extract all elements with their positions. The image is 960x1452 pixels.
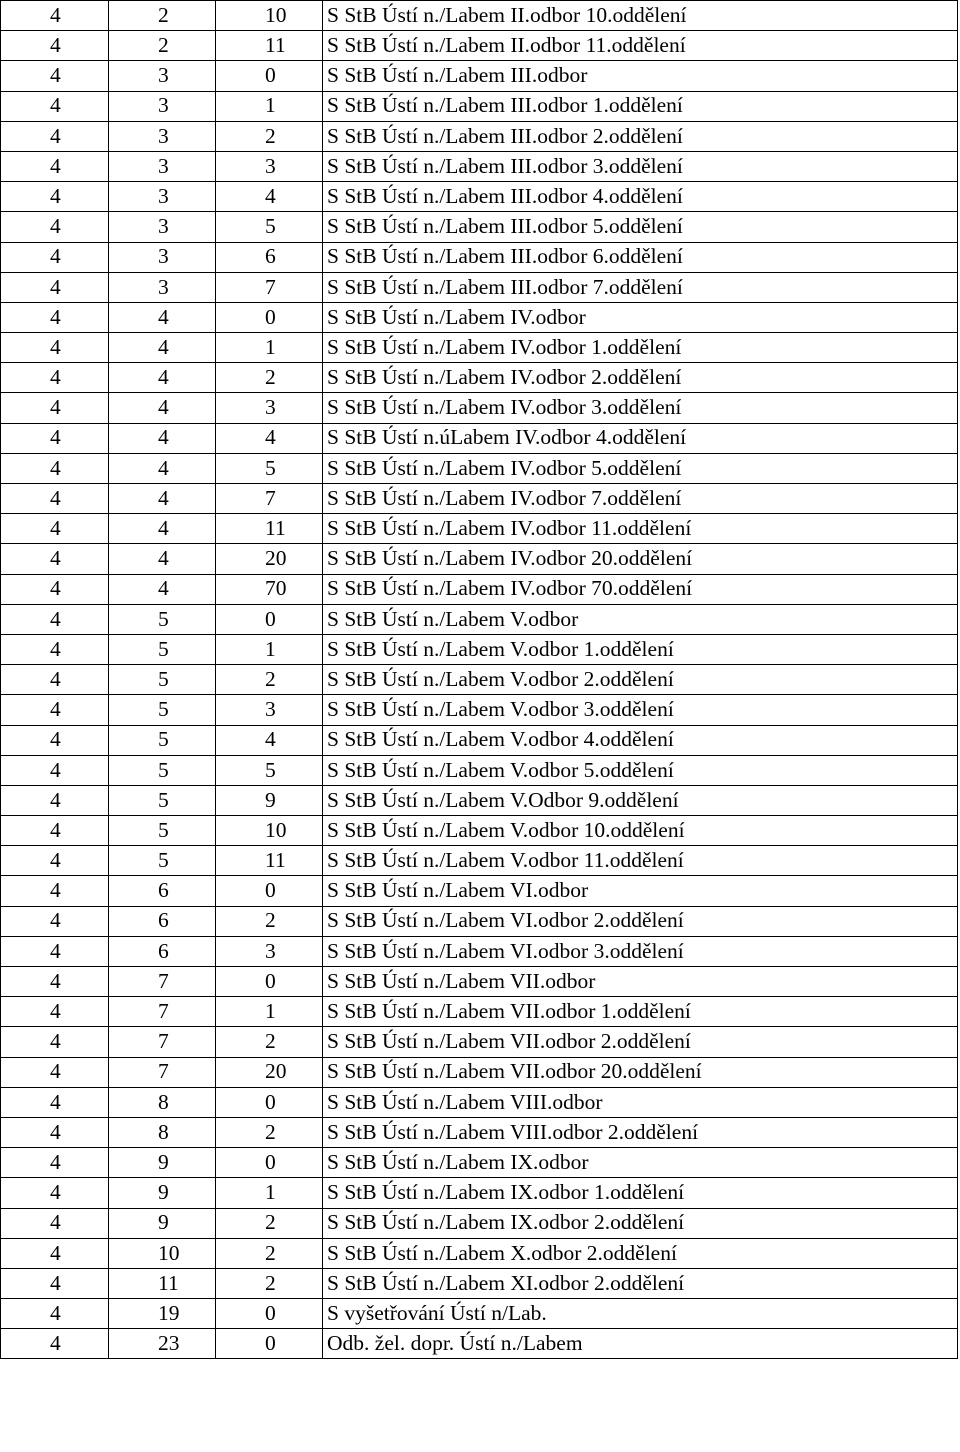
cell-section-code: 9 <box>109 1178 216 1208</box>
table-row <box>1 785 958 815</box>
table-row <box>1 1268 958 1298</box>
cell-unit-name: S StB Ústí n./Labem V.odbor 11.oddělení <box>323 846 958 876</box>
table-row <box>1 1117 958 1147</box>
cell-section-code: 5 <box>109 725 216 755</box>
cell-section-code: 4 <box>109 393 216 423</box>
cell-department-code: 0 <box>216 1087 323 1117</box>
cell-unit-name: S StB Ústí n./Labem III.odbor 6.oddělení <box>323 242 958 272</box>
cell-department-code: 20 <box>216 544 323 574</box>
cell-group-code: 4 <box>1 393 109 423</box>
cell-unit-name: S StB Ústí n./Labem X.odbor 2.oddělení <box>323 1238 958 1268</box>
cell-group-code: 4 <box>1 1299 109 1329</box>
cell-department-code: 3 <box>216 151 323 181</box>
cell-section-code: 3 <box>109 182 216 212</box>
cell-section-code: 4 <box>109 514 216 544</box>
cell-unit-name: S StB Ústí n./Labem IV.odbor 11.oddělení <box>323 514 958 544</box>
table-row <box>1 302 958 332</box>
cell-group-code: 4 <box>1 1268 109 1298</box>
cell-unit-name: S StB Ústí n./Labem II.odbor 11.oddělení <box>323 31 958 61</box>
cell-group-code: 4 <box>1 31 109 61</box>
cell-unit-name: S StB Ústí n./Labem II.odbor 10.oddělení <box>323 1 958 31</box>
cell-department-code: 2 <box>216 1027 323 1057</box>
cell-group-code: 4 <box>1 302 109 332</box>
cell-department-code: 0 <box>216 1329 323 1359</box>
cell-section-code: 4 <box>109 453 216 483</box>
cell-unit-name: S StB Ústí n./Labem V.Odbor 9.oddělení <box>323 785 958 815</box>
cell-section-code: 7 <box>109 997 216 1027</box>
table-row <box>1 121 958 151</box>
cell-department-code: 7 <box>216 484 323 514</box>
cell-department-code: 2 <box>216 363 323 393</box>
cell-unit-name: S StB Ústí n./Labem V.odbor 1.oddělení <box>323 634 958 664</box>
cell-unit-name: S StB Ústí n./Labem IV.odbor <box>323 302 958 332</box>
cell-department-code: 2 <box>216 665 323 695</box>
table-row <box>1 816 958 846</box>
cell-department-code: 4 <box>216 182 323 212</box>
cell-group-code: 4 <box>1 695 109 725</box>
cell-unit-name: S StB Ústí n./Labem V.odbor 3.oddělení <box>323 695 958 725</box>
cell-unit-name: S StB Ústí n./Labem VIII.odbor <box>323 1087 958 1117</box>
cell-section-code: 7 <box>109 967 216 997</box>
table-row <box>1 363 958 393</box>
cell-department-code: 9 <box>216 785 323 815</box>
cell-group-code: 4 <box>1 1117 109 1147</box>
table-row <box>1 91 958 121</box>
cell-department-code: 0 <box>216 604 323 634</box>
cell-department-code: 1 <box>216 1178 323 1208</box>
table-row <box>1 936 958 966</box>
cell-group-code: 4 <box>1 544 109 574</box>
table-row <box>1 665 958 695</box>
cell-group-code: 4 <box>1 484 109 514</box>
cell-department-code: 3 <box>216 393 323 423</box>
cell-group-code: 4 <box>1 846 109 876</box>
cell-section-code: 10 <box>109 1238 216 1268</box>
cell-department-code: 0 <box>216 302 323 332</box>
cell-group-code: 4 <box>1 363 109 393</box>
cell-department-code: 4 <box>216 423 323 453</box>
cell-department-code: 5 <box>216 755 323 785</box>
cell-group-code: 4 <box>1 936 109 966</box>
table-row <box>1 967 958 997</box>
table-row <box>1 182 958 212</box>
cell-section-code: 6 <box>109 906 216 936</box>
cell-section-code: 8 <box>109 1087 216 1117</box>
table-row <box>1 423 958 453</box>
cell-section-code: 2 <box>109 1 216 31</box>
cell-group-code: 4 <box>1 242 109 272</box>
cell-group-code: 4 <box>1 785 109 815</box>
cell-group-code: 4 <box>1 1208 109 1238</box>
cell-department-code: 11 <box>216 514 323 544</box>
cell-group-code: 4 <box>1 604 109 634</box>
table-row <box>1 242 958 272</box>
cell-department-code: 2 <box>216 1208 323 1238</box>
cell-group-code: 4 <box>1 634 109 664</box>
cell-department-code: 0 <box>216 1299 323 1329</box>
cell-section-code: 4 <box>109 574 216 604</box>
table-row <box>1 453 958 483</box>
cell-department-code: 10 <box>216 816 323 846</box>
cell-group-code: 4 <box>1 755 109 785</box>
cell-unit-name: S StB Ústí n./Labem XI.odbor 2.oddělení <box>323 1268 958 1298</box>
cell-department-code: 0 <box>216 61 323 91</box>
cell-section-code: 4 <box>109 544 216 574</box>
table-row <box>1 574 958 604</box>
cell-section-code: 19 <box>109 1299 216 1329</box>
cell-section-code: 7 <box>109 1027 216 1057</box>
cell-unit-name: S StB Ústí n./Labem IV.odbor 70.oddělení <box>323 574 958 604</box>
cell-group-code: 4 <box>1 816 109 846</box>
cell-department-code: 5 <box>216 212 323 242</box>
cell-section-code: 3 <box>109 91 216 121</box>
table-row <box>1 1208 958 1238</box>
cell-department-code: 0 <box>216 1148 323 1178</box>
table-row <box>1 1178 958 1208</box>
cell-department-code: 1 <box>216 333 323 363</box>
table-row <box>1 846 958 876</box>
cell-group-code: 4 <box>1 1238 109 1268</box>
cell-unit-name: S StB Ústí n./Labem VI.odbor <box>323 876 958 906</box>
cell-section-code: 3 <box>109 212 216 242</box>
cell-section-code: 7 <box>109 1057 216 1087</box>
cell-unit-name: S StB Ústí n./Labem IX.odbor 2.oddělení <box>323 1208 958 1238</box>
cell-group-code: 4 <box>1 423 109 453</box>
cell-unit-name: S StB Ústí n./Labem III.odbor 5.oddělení <box>323 212 958 242</box>
cell-unit-name: Odb. žel. dopr. Ústí n./Labem <box>323 1329 958 1359</box>
cell-section-code: 5 <box>109 634 216 664</box>
cell-group-code: 4 <box>1 121 109 151</box>
cell-group-code: 4 <box>1 272 109 302</box>
cell-unit-name: S StB Ústí n./Labem IV.odbor 1.oddělení <box>323 333 958 363</box>
cell-section-code: 5 <box>109 604 216 634</box>
cell-group-code: 4 <box>1 1148 109 1178</box>
cell-department-code: 70 <box>216 574 323 604</box>
cell-department-code: 3 <box>216 695 323 725</box>
cell-department-code: 6 <box>216 242 323 272</box>
cell-department-code: 5 <box>216 453 323 483</box>
table-row <box>1 212 958 242</box>
cell-unit-name: S StB Ústí n./Labem IV.odbor 2.oddělení <box>323 363 958 393</box>
cell-unit-name: S StB Ústí n.úLabem IV.odbor 4.oddělení <box>323 423 958 453</box>
table-row <box>1 876 958 906</box>
table-row <box>1 695 958 725</box>
cell-unit-name: S StB Ústí n./Labem IX.odbor <box>323 1148 958 1178</box>
cell-unit-name: S StB Ústí n./Labem V.odbor 4.oddělení <box>323 725 958 755</box>
cell-group-code: 4 <box>1 967 109 997</box>
cell-department-code: 7 <box>216 272 323 302</box>
cell-section-code: 9 <box>109 1148 216 1178</box>
cell-department-code: 1 <box>216 997 323 1027</box>
cell-section-code: 5 <box>109 665 216 695</box>
cell-section-code: 4 <box>109 484 216 514</box>
table-row <box>1 272 958 302</box>
cell-department-code: 11 <box>216 846 323 876</box>
cell-unit-name: S StB Ústí n./Labem III.odbor <box>323 61 958 91</box>
cell-unit-name: S StB Ústí n./Labem IV.odbor 3.oddělení <box>323 393 958 423</box>
table-row <box>1 725 958 755</box>
table-row <box>1 31 958 61</box>
cell-unit-name: S StB Ústí n./Labem III.odbor 1.oddělení <box>323 91 958 121</box>
cell-unit-name: S StB Ústí n./Labem IV.odbor 7.oddělení <box>323 484 958 514</box>
cell-section-code: 9 <box>109 1208 216 1238</box>
cell-unit-name: S StB Ústí n./Labem V.odbor 5.oddělení <box>323 755 958 785</box>
cell-department-code: 1 <box>216 91 323 121</box>
cell-section-code: 2 <box>109 31 216 61</box>
cell-section-code: 5 <box>109 695 216 725</box>
records-table-body <box>1 1 958 1359</box>
table-row <box>1 1299 958 1329</box>
cell-department-code: 1 <box>216 634 323 664</box>
cell-section-code: 3 <box>109 61 216 91</box>
table-row <box>1 997 958 1027</box>
cell-section-code: 4 <box>109 333 216 363</box>
cell-department-code: 0 <box>216 876 323 906</box>
cell-department-code: 2 <box>216 1117 323 1147</box>
cell-section-code: 4 <box>109 423 216 453</box>
cell-group-code: 4 <box>1 1057 109 1087</box>
cell-group-code: 4 <box>1 574 109 604</box>
cell-unit-name: S StB Ústí n./Labem VII.odbor 2.oddělení <box>323 1027 958 1057</box>
cell-unit-name: S StB Ústí n./Labem VII.odbor 20.oddělení <box>323 1057 958 1087</box>
cell-unit-name: S StB Ústí n./Labem V.odbor 2.oddělení <box>323 665 958 695</box>
cell-department-code: 0 <box>216 967 323 997</box>
table-row <box>1 61 958 91</box>
cell-section-code: 4 <box>109 302 216 332</box>
cell-group-code: 4 <box>1 61 109 91</box>
cell-section-code: 5 <box>109 755 216 785</box>
cell-unit-name: S StB Ústí n./Labem IX.odbor 1.oddělení <box>323 1178 958 1208</box>
cell-department-code: 2 <box>216 121 323 151</box>
cell-section-code: 23 <box>109 1329 216 1359</box>
cell-department-code: 4 <box>216 725 323 755</box>
table-row <box>1 1329 958 1359</box>
cell-group-code: 4 <box>1 906 109 936</box>
cell-group-code: 4 <box>1 1087 109 1117</box>
table-row <box>1 755 958 785</box>
cell-unit-name: S StB Ústí n./Labem III.odbor 2.oddělení <box>323 121 958 151</box>
cell-group-code: 4 <box>1 151 109 181</box>
cell-unit-name: S StB Ústí n./Labem V.odbor 10.oddělení <box>323 816 958 846</box>
table-row <box>1 1 958 31</box>
cell-group-code: 4 <box>1 1329 109 1359</box>
table-row <box>1 1238 958 1268</box>
cell-department-code: 2 <box>216 1238 323 1268</box>
table-row <box>1 484 958 514</box>
table-row <box>1 1057 958 1087</box>
cell-unit-name: S StB Ústí n./Labem VI.odbor 3.oddělení <box>323 936 958 966</box>
cell-section-code: 5 <box>109 846 216 876</box>
cell-group-code: 4 <box>1 212 109 242</box>
table-row <box>1 393 958 423</box>
cell-unit-name: S StB Ústí n./Labem III.odbor 4.oddělení <box>323 182 958 212</box>
table-row <box>1 514 958 544</box>
cell-group-code: 4 <box>1 1 109 31</box>
cell-department-code: 20 <box>216 1057 323 1087</box>
cell-section-code: 3 <box>109 121 216 151</box>
cell-section-code: 6 <box>109 876 216 906</box>
cell-section-code: 3 <box>109 151 216 181</box>
cell-unit-name: S StB Ústí n./Labem VIII.odbor 2.oddělení <box>323 1117 958 1147</box>
cell-group-code: 4 <box>1 725 109 755</box>
cell-unit-name: S StB Ústí n./Labem III.odbor 7.oddělení <box>323 272 958 302</box>
cell-department-code: 2 <box>216 906 323 936</box>
cell-unit-name: S StB Ústí n./Labem VI.odbor 2.oddělení <box>323 906 958 936</box>
cell-section-code: 4 <box>109 363 216 393</box>
cell-section-code: 5 <box>109 785 216 815</box>
table-row <box>1 333 958 363</box>
cell-department-code: 3 <box>216 936 323 966</box>
table-row <box>1 604 958 634</box>
cell-department-code: 2 <box>216 1268 323 1298</box>
cell-unit-name: S StB Ústí n./Labem VII.odbor 1.oddělení <box>323 997 958 1027</box>
cell-group-code: 4 <box>1 514 109 544</box>
cell-group-code: 4 <box>1 876 109 906</box>
cell-unit-name: S StB Ústí n./Labem VII.odbor <box>323 967 958 997</box>
cell-group-code: 4 <box>1 182 109 212</box>
cell-section-code: 5 <box>109 816 216 846</box>
cell-unit-name: S StB Ústí n./Labem IV.odbor 5.oddělení <box>323 453 958 483</box>
cell-group-code: 4 <box>1 1178 109 1208</box>
cell-section-code: 3 <box>109 242 216 272</box>
table-row <box>1 544 958 574</box>
table-row <box>1 906 958 936</box>
cell-group-code: 4 <box>1 333 109 363</box>
cell-group-code: 4 <box>1 997 109 1027</box>
cell-section-code: 3 <box>109 272 216 302</box>
table-row <box>1 1087 958 1117</box>
cell-group-code: 4 <box>1 91 109 121</box>
cell-department-code: 11 <box>216 31 323 61</box>
cell-unit-name: S vyšetřování Ústí n/Lab. <box>323 1299 958 1329</box>
cell-group-code: 4 <box>1 665 109 695</box>
cell-unit-name: S StB Ústí n./Labem III.odbor 3.oddělení <box>323 151 958 181</box>
cell-section-code: 11 <box>109 1268 216 1298</box>
cell-section-code: 6 <box>109 936 216 966</box>
cell-section-code: 8 <box>109 1117 216 1147</box>
cell-group-code: 4 <box>1 453 109 483</box>
cell-unit-name: S StB Ústí n./Labem V.odbor <box>323 604 958 634</box>
cell-group-code: 4 <box>1 1027 109 1057</box>
table-row <box>1 1148 958 1178</box>
cell-department-code: 10 <box>216 1 323 31</box>
table-row <box>1 634 958 664</box>
table-row <box>1 1027 958 1057</box>
table-row <box>1 151 958 181</box>
cell-unit-name: S StB Ústí n./Labem IV.odbor 20.oddělení <box>323 544 958 574</box>
